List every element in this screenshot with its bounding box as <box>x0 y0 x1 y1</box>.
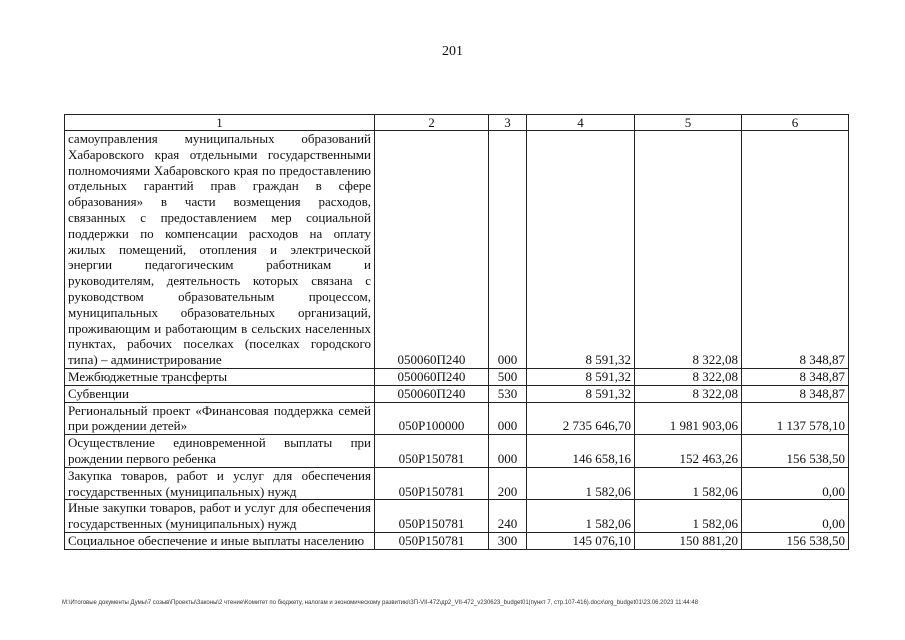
table-row <box>65 131 849 369</box>
row-expense-kind: 240 <box>489 500 527 533</box>
table-row <box>65 368 849 385</box>
row-value-col6: 8 348,87 <box>742 131 849 369</box>
row-value-col4: 8 591,32 <box>527 131 635 369</box>
table-row <box>65 402 849 435</box>
row-target-code: 050Р150781 <box>375 500 489 533</box>
row-expense-kind: 300 <box>489 532 527 549</box>
row-expense-kind: 000 <box>489 435 527 468</box>
column-header-3: 3 <box>489 115 527 131</box>
column-header-2: 2 <box>375 115 489 131</box>
column-header-5: 5 <box>635 115 742 131</box>
row-name: самоуправления муниципальных образований Хабаровского края отдельными государственными полномочиями Хабаровского края по предоставлению отдельных гарантий прав граждан в сфере образования» в части возмещения расходов, связанных с предоставлением мер социальной поддержки по компенсации расходов на оплату жилых помещений, отопления и электрической энергии педагогическим работникам и руководителям, деятельность которых связана с руководством образовательным процессом, муниципальных образовательных организаций, проживающим и работающим в сельских населенных пунктах, рабочих поселках (поселках городского типа) – администрирование <box>65 131 375 369</box>
row-value-col4: 8 591,32 <box>527 385 635 402</box>
row-value-col5: 8 322,08 <box>635 385 742 402</box>
table-row <box>65 385 849 402</box>
row-expense-kind: 530 <box>489 385 527 402</box>
row-name: Межбюджетные трансферты <box>65 368 375 385</box>
row-value-col5: 1 582,06 <box>635 500 742 533</box>
row-value-col4: 146 658,16 <box>527 435 635 468</box>
table-row <box>65 467 849 500</box>
table-row <box>65 500 849 533</box>
row-target-code: 050Р100000 <box>375 402 489 435</box>
row-value-col6: 0,00 <box>742 500 849 533</box>
row-value-col5: 1 582,06 <box>635 467 742 500</box>
row-expense-kind: 000 <box>489 131 527 369</box>
table-header-row <box>65 115 849 131</box>
row-name: Региональный проект «Финансовая поддержка семей при рождении детей» <box>65 402 375 435</box>
row-name: Осуществление единовременной выплаты при рождении первого ребенка <box>65 435 375 468</box>
column-header-6: 6 <box>742 115 849 131</box>
row-target-code: 050Р150781 <box>375 435 489 468</box>
row-name: Социальное обеспечение и иные выплаты населению <box>65 532 375 549</box>
column-header-4: 4 <box>527 115 635 131</box>
table-row <box>65 532 849 549</box>
row-name: Субвенции <box>65 385 375 402</box>
row-target-code: 050060П240 <box>375 368 489 385</box>
row-value-col6: 156 538,50 <box>742 532 849 549</box>
row-expense-kind: 500 <box>489 368 527 385</box>
row-value-col4: 1 582,06 <box>527 500 635 533</box>
row-target-code: 050060П240 <box>375 385 489 402</box>
budget-table <box>64 114 849 550</box>
row-value-col5: 8 322,08 <box>635 368 742 385</box>
row-name: Закупка товаров, работ и услуг для обеспечения государственных (муниципальных) нужд <box>65 467 375 500</box>
document-file-path: М:\Итоговые документы Думы\7 созыв\Проекты\Законы\2 чтение\Комитет по бюджету, налогам и экономическому развитию\ЗП-VII-472\др2_VII-472_v230623_budget01(пункт 7, стр.107-416).docx\org_budget01\23.06.2023 11:44:48 <box>62 600 699 606</box>
row-target-code: 050Р150781 <box>375 467 489 500</box>
row-target-code: 050060П240 <box>375 131 489 369</box>
row-value-col5: 1 981 903,06 <box>635 402 742 435</box>
page-number: 201 <box>442 44 463 59</box>
row-expense-kind: 200 <box>489 467 527 500</box>
row-value-col4: 2 735 646,70 <box>527 402 635 435</box>
column-header-1: 1 <box>65 115 375 131</box>
row-value-col6: 0,00 <box>742 467 849 500</box>
row-value-col5: 8 322,08 <box>635 131 742 369</box>
row-expense-kind: 000 <box>489 402 527 435</box>
row-value-col6: 156 538,50 <box>742 435 849 468</box>
row-value-col5: 150 881,20 <box>635 532 742 549</box>
row-target-code: 050Р150781 <box>375 532 489 549</box>
row-value-col4: 8 591,32 <box>527 368 635 385</box>
row-value-col6: 1 137 578,10 <box>742 402 849 435</box>
row-value-col6: 8 348,87 <box>742 385 849 402</box>
row-value-col5: 152 463,26 <box>635 435 742 468</box>
table-row <box>65 435 849 468</box>
row-value-col4: 1 582,06 <box>527 467 635 500</box>
row-name: Иные закупки товаров, работ и услуг для обеспечения государственных (муниципальных) нужд <box>65 500 375 533</box>
row-value-col6: 8 348,87 <box>742 368 849 385</box>
row-value-col4: 145 076,10 <box>527 532 635 549</box>
